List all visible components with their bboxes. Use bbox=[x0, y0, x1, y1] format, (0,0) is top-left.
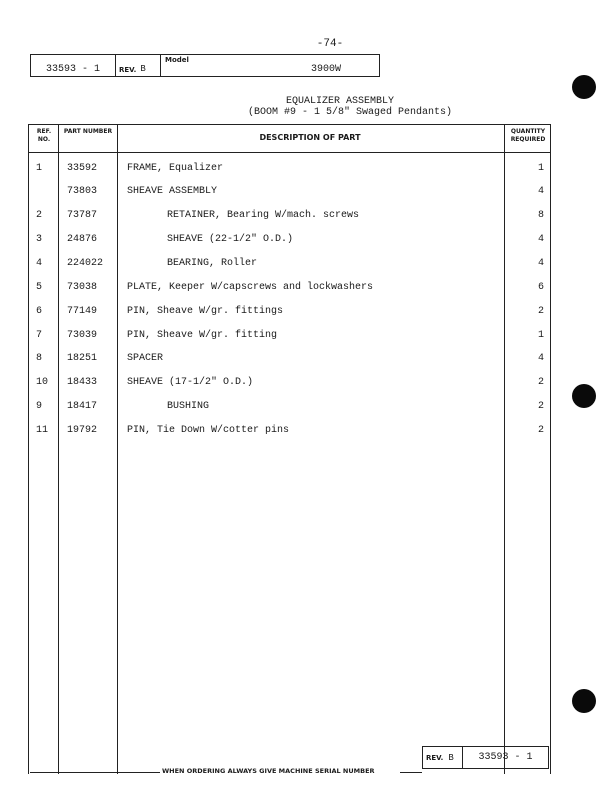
part-number: 18417 bbox=[67, 401, 98, 412]
column-header-quantity: QUANTITY REQUIRED bbox=[510, 128, 546, 143]
header-doc-number: 33593 - 1 bbox=[31, 55, 116, 76]
part-number: 73038 bbox=[67, 282, 98, 293]
binder-hole-bottom bbox=[572, 689, 596, 713]
page-number: -74- bbox=[316, 38, 344, 50]
ref-number: 10 bbox=[36, 377, 49, 388]
ref-number: 5 bbox=[36, 282, 43, 293]
quantity-required: 1 bbox=[537, 163, 544, 174]
table-row bbox=[0, 330, 612, 346]
ref-number: 9 bbox=[36, 401, 43, 412]
column-header-ref: REF. NO. bbox=[36, 128, 52, 143]
part-number: 33592 bbox=[67, 163, 98, 174]
footer-rev-value: B bbox=[448, 752, 454, 763]
part-description: BEARING, Roller bbox=[167, 258, 258, 269]
footer-rev-label: REV. bbox=[426, 753, 444, 762]
part-description: SHEAVE (22-1/2" O.D.) bbox=[167, 234, 294, 245]
table-row bbox=[0, 353, 612, 369]
table-row bbox=[0, 377, 612, 393]
table-row bbox=[0, 401, 612, 417]
part-description: SHEAVE ASSEMBLY bbox=[127, 186, 218, 197]
part-description: FRAME, Equalizer bbox=[127, 163, 224, 174]
footer-doc-number: 33593 - 1 bbox=[478, 752, 533, 763]
part-number: 73039 bbox=[67, 330, 98, 341]
ref-number: 1 bbox=[36, 163, 43, 174]
footer-revision bbox=[423, 747, 463, 768]
table-row bbox=[0, 306, 612, 322]
part-number: 18433 bbox=[67, 377, 98, 388]
part-description: PIN, Tie Down W/cotter pins bbox=[127, 425, 290, 436]
part-description: RETAINER, Bearing W/mach. screws bbox=[167, 210, 360, 221]
quantity-required: 1 bbox=[537, 330, 544, 341]
part-description: SHEAVE (17-1/2" O.D.) bbox=[127, 377, 254, 388]
footer-rule-right bbox=[400, 772, 422, 773]
table-row bbox=[0, 282, 612, 298]
quantity-required: 4 bbox=[537, 353, 544, 364]
part-number: 19792 bbox=[67, 425, 98, 436]
header-model bbox=[161, 55, 379, 76]
quantity-required: 2 bbox=[537, 401, 544, 412]
part-number: 73803 bbox=[67, 186, 98, 197]
quantity-required: 2 bbox=[537, 306, 544, 317]
ref-number: 8 bbox=[36, 353, 43, 364]
ref-number: 3 bbox=[36, 234, 43, 245]
header-model-label: Model bbox=[165, 56, 189, 64]
part-number: 224022 bbox=[67, 258, 104, 269]
ref-number: 6 bbox=[36, 306, 43, 317]
part-description: PIN, Sheave W/gr. fitting bbox=[127, 330, 278, 341]
column-header-part: PART NUMBER bbox=[63, 128, 113, 135]
assembly-title: EQUALIZER ASSEMBLY bbox=[285, 96, 395, 107]
table-row bbox=[0, 234, 612, 250]
quantity-required: 2 bbox=[537, 425, 544, 436]
ref-number: 2 bbox=[36, 210, 43, 221]
header-rev-value: B bbox=[140, 64, 146, 74]
header-rev-label: REV. bbox=[119, 66, 137, 74]
quantity-required: 4 bbox=[537, 258, 544, 269]
footer-block bbox=[422, 746, 549, 769]
part-number: 73787 bbox=[67, 210, 98, 221]
assembly-subtitle: (BOOM #9 - 1 5/8" Swaged Pendants) bbox=[247, 107, 453, 118]
part-description: PLATE, Keeper W/capscrews and lockwashers bbox=[127, 282, 374, 293]
column-header-description: DESCRIPTION OF PART bbox=[259, 133, 361, 142]
footer-rule-left bbox=[30, 772, 160, 773]
part-description: BUSHING bbox=[167, 401, 210, 412]
part-number: 18251 bbox=[67, 353, 98, 364]
quantity-required: 6 bbox=[537, 282, 544, 293]
table-row bbox=[0, 425, 612, 441]
header-revision bbox=[116, 55, 161, 76]
quantity-required: 4 bbox=[537, 186, 544, 197]
header-row-divider bbox=[28, 152, 551, 153]
quantity-required: 2 bbox=[537, 377, 544, 388]
part-number: 77149 bbox=[67, 306, 98, 317]
binder-hole-middle bbox=[572, 384, 596, 408]
table-row bbox=[0, 163, 612, 179]
ref-number: 7 bbox=[36, 330, 43, 341]
header-model-value: 3900W bbox=[311, 64, 342, 75]
binder-hole-top bbox=[572, 75, 596, 99]
table-row bbox=[0, 186, 612, 202]
quantity-required: 8 bbox=[537, 210, 544, 221]
header-block bbox=[30, 54, 380, 77]
part-description: PIN, Sheave W/gr. fittings bbox=[127, 306, 284, 317]
ordering-notice: WHEN ORDERING ALWAYS GIVE MACHINE SERIAL NUMBER bbox=[162, 767, 375, 775]
part-number: 24876 bbox=[67, 234, 98, 245]
quantity-required: 4 bbox=[537, 234, 544, 245]
ref-number: 11 bbox=[36, 425, 49, 436]
table-row bbox=[0, 210, 612, 226]
ref-number: 4 bbox=[36, 258, 43, 269]
table-row bbox=[0, 258, 612, 274]
part-description: SPACER bbox=[127, 353, 164, 364]
